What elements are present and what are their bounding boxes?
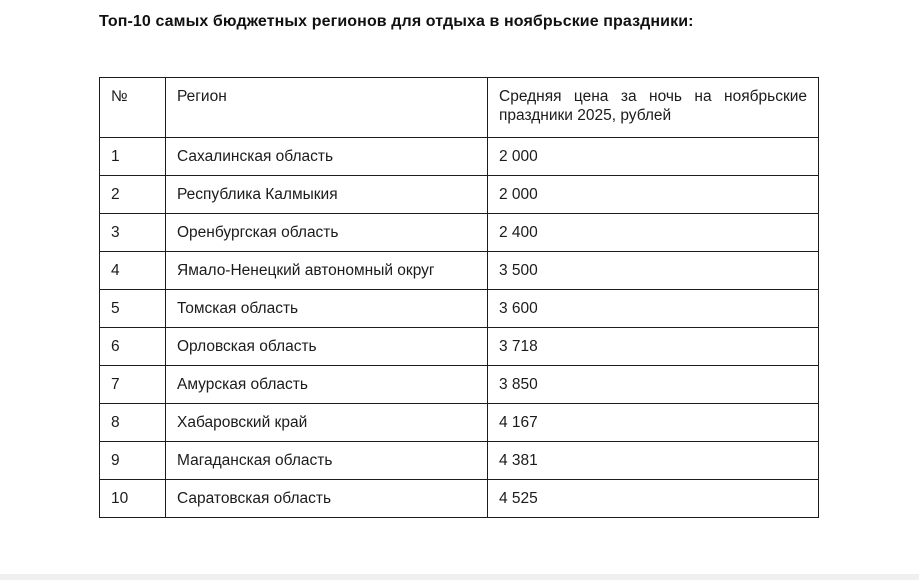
rank-cell: 5 (100, 290, 166, 328)
region-cell: Амурская область (166, 366, 488, 404)
price-cell: 4 167 (488, 404, 819, 442)
table-row (100, 176, 819, 214)
region-cell: Ямало-Ненецкий автономный округ (166, 252, 488, 290)
budget-regions-table (99, 77, 819, 518)
rank-cell: 2 (100, 176, 166, 214)
region-cell: Хабаровский край (166, 404, 488, 442)
rank-cell: 10 (100, 480, 166, 518)
bottom-divider (0, 574, 919, 580)
price-cell: 4 381 (488, 442, 819, 480)
price-cell: 2 000 (488, 138, 819, 176)
region-cell: Сахалинская область (166, 138, 488, 176)
region-cell: Орловская область (166, 328, 488, 366)
rank-cell: 4 (100, 252, 166, 290)
price-cell: 3 718 (488, 328, 819, 366)
price-cell: 3 850 (488, 366, 819, 404)
table-row (100, 404, 819, 442)
rank-cell: 7 (100, 366, 166, 404)
table-row (100, 214, 819, 252)
rank-cell: 3 (100, 214, 166, 252)
table-row (100, 252, 819, 290)
table-row (100, 328, 819, 366)
rank-cell: 8 (100, 404, 166, 442)
column-header-region: Регион (166, 78, 488, 138)
rank-cell: 6 (100, 328, 166, 366)
table-row (100, 366, 819, 404)
table-row (100, 480, 819, 518)
table-header-row (100, 78, 819, 138)
rank-cell: 1 (100, 138, 166, 176)
table-row (100, 290, 819, 328)
region-cell: Оренбургская область (166, 214, 488, 252)
region-cell: Томская область (166, 290, 488, 328)
column-header-price: Средняя цена за ночь на ноябрьские праздники 2025, рублей (488, 78, 819, 138)
column-header-num: № (100, 78, 166, 138)
price-cell: 3 600 (488, 290, 819, 328)
price-cell: 2 400 (488, 214, 819, 252)
price-cell: 3 500 (488, 252, 819, 290)
region-cell: Республика Калмыкия (166, 176, 488, 214)
rank-cell: 9 (100, 442, 166, 480)
price-cell: 4 525 (488, 480, 819, 518)
region-cell: Магаданская область (166, 442, 488, 480)
price-cell: 2 000 (488, 176, 819, 214)
region-cell: Саратовская область (166, 480, 488, 518)
table-row (100, 442, 819, 480)
page-title: Топ-10 самых бюджетных регионов для отдыха в ноябрьские праздники: (99, 13, 694, 30)
table-row (100, 138, 819, 176)
